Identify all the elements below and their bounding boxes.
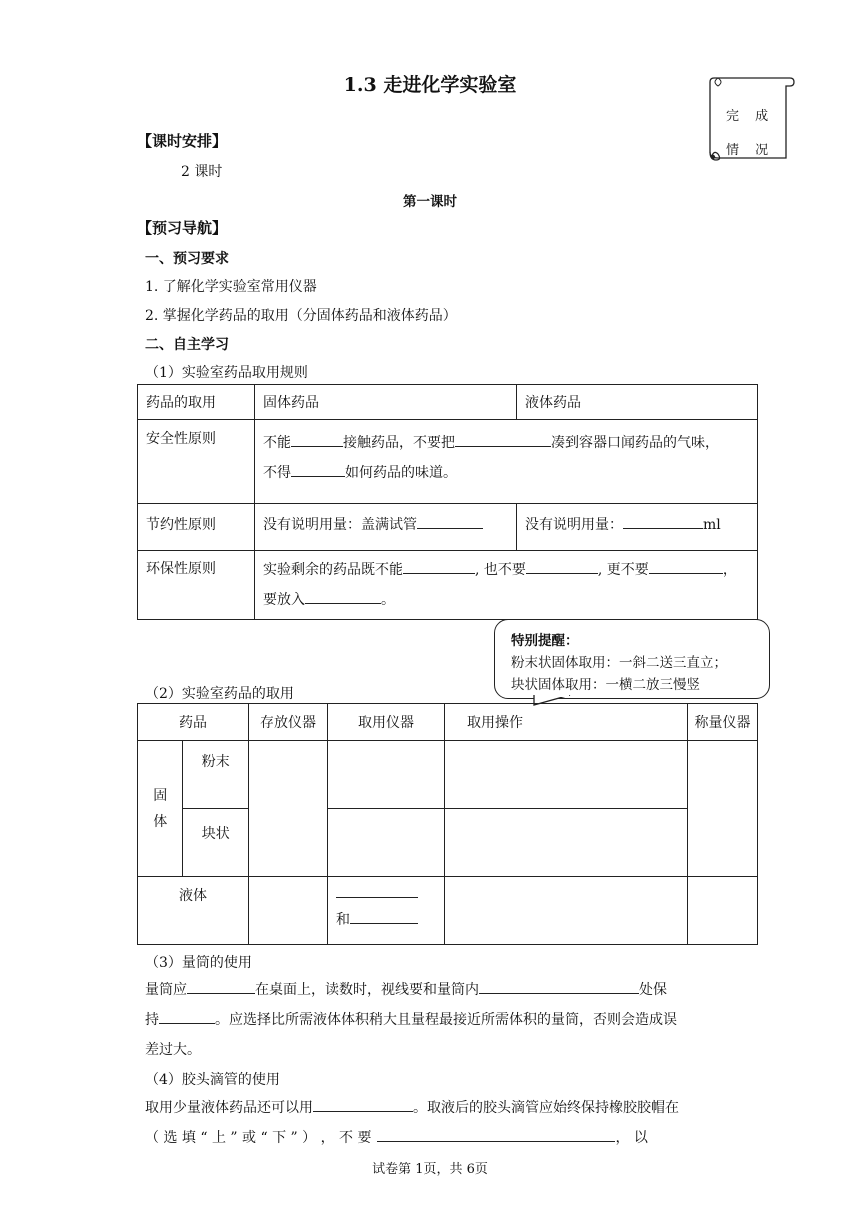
special-reminder-callout (494, 619, 770, 699)
row-safety-label: 安全性原则 (138, 420, 255, 504)
row-safety-content: 不能 接触药品，不要把 凑到容器口闻药品的气味， 不得 如何药品的味道。 (255, 420, 758, 504)
row-eco-label: 环保性原则 (138, 551, 255, 620)
subsection-1-heading: （1）实验室药品取用规则 (145, 365, 308, 381)
subsection-2-heading: （2）实验室药品的取用 (145, 686, 294, 702)
cell-solid: 固体 (138, 741, 183, 877)
section-preview: 【预习导航】 (137, 219, 228, 237)
dropper-paragraph: 取用少量液体药品还可以用 。取液后的胶头滴管应始终保持橡胶胶帽在 （ 选 填 “ 上 ” 或 “ 下 ” ） ， 不 要 ， 以 (145, 1093, 717, 1153)
header-drug: 药品 (138, 704, 249, 741)
section-schedule: 【课时安排】 (137, 132, 228, 150)
row-saving-solid: 没有说明用量：盖满试管 (255, 504, 517, 551)
page-title: 1.3 走进化学实验室 (343, 74, 517, 96)
cell-liquid-tool: 和 (328, 877, 445, 945)
schedule-value: 2 课时 (181, 164, 223, 180)
drug-retrieval-table (137, 703, 758, 945)
row-saving-label: 节约性原则 (138, 504, 255, 551)
row-eco-content: 实验剩余的药品既不能 , 也不要 , 更不要 ， 要放入 。 (255, 551, 758, 620)
page-footer: 试卷第 1页，共 6页 (372, 1162, 488, 1177)
lesson-label: 第一课时 (403, 194, 457, 210)
cylinder-paragraph: 量筒应 在桌面上，读数时，视线要和量筒内 处保 持 。应选择比所需液体体积稍大且量程最接近所需体积的量筒，否则会造成误 差过大。 (145, 975, 717, 1065)
callout-line-1: 粉末状固体取用：一斜二送三直立； (511, 655, 727, 671)
cell-powder: 粉末 (183, 741, 249, 809)
header-liquid: 液体药品 (517, 385, 758, 420)
cell-powder-operation (445, 741, 688, 809)
cell-solid-weigh (688, 741, 758, 877)
header-tool: 取用仪器 (328, 704, 445, 741)
requirement-item-2: 2. 掌握化学药品的取用（分固体药品和液体药品） (145, 308, 457, 324)
header-operation: 取用操作 (445, 704, 688, 741)
callout-title: 特别提醒： (511, 633, 579, 649)
cell-liquid-weigh (688, 877, 758, 945)
cell-liquid: 液体 (138, 877, 249, 945)
completion-status-box: 完 成 情 况 (726, 109, 775, 158)
cell-block-tool (328, 809, 445, 877)
header-storage: 存放仪器 (249, 704, 328, 741)
cell-liquid-storage (249, 877, 328, 945)
rules-table (137, 384, 758, 620)
header-solid: 固体药品 (255, 385, 517, 420)
requirements-heading: 一、预习要求 (145, 251, 229, 267)
cell-block-operation (445, 809, 688, 877)
subsection-4-heading: （4）胶头滴管的使用 (145, 1072, 280, 1088)
header-weigh: 称量仪器 (688, 704, 758, 741)
callout-line-2: 块状固体取用：一横二放三慢竖 (511, 677, 700, 693)
cell-block: 块状 (183, 809, 249, 877)
subsection-3-heading: （3）量筒的使用 (145, 955, 252, 971)
header-drug-use: 药品的取用 (138, 385, 255, 420)
self-study-heading: 二、自主学习 (145, 337, 229, 353)
requirement-item-1: 1. 了解化学实验室常用仪器 (145, 279, 317, 295)
cell-powder-tool (328, 741, 445, 809)
cell-solid-storage (249, 741, 328, 877)
row-saving-liquid: 没有说明用量： ml (517, 504, 758, 551)
cell-liquid-operation (445, 877, 688, 945)
